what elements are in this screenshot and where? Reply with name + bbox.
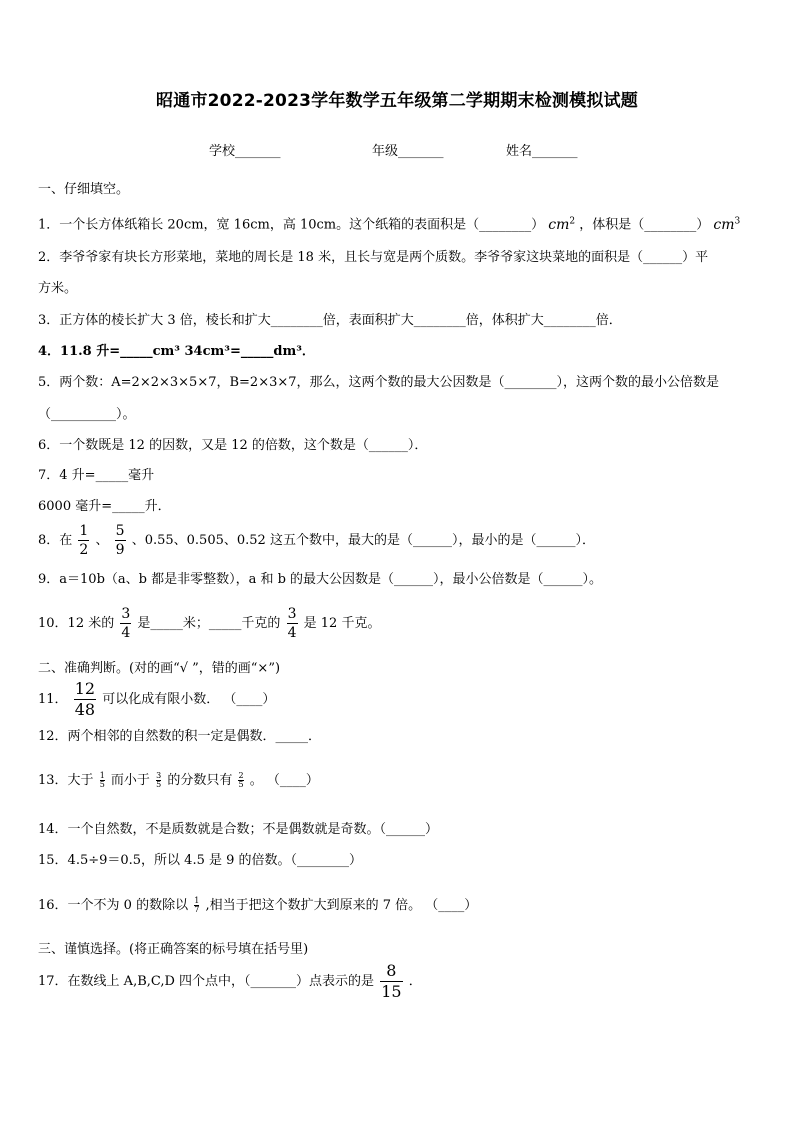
question-16-suffix: ,相当于把这个数扩大到原来的 7 倍。 （____） [205, 898, 478, 913]
fraction-1-7: $\frac{1}{7}$ [194, 896, 200, 914]
question-15: 15．4.5÷9＝0.5，所以 4.5 是 9 的倍数。（________） [38, 853, 363, 868]
question-5-line-2: （__________）。 [38, 407, 136, 422]
section-2-heading: 二、准确判断。(对的画“√ ”，错的画“×”) [38, 661, 281, 676]
question-17-prefix: 17．在数线上 A,B,C,D 四个点中，（_______）点表示的是 [38, 974, 375, 989]
fraction-8-15: $\frac{8}{15}$ [381, 961, 402, 1001]
question-16 [38, 897, 477, 915]
question-1 [38, 212, 740, 235]
question-5-line-1: 5．两个数：A=2×2×3×5×7，B=2×3×7，那么，这两个数的最大公因数是（________），这两个数的最小公倍数是 [38, 375, 720, 390]
question-10-prefix: 10．12 米的 [38, 616, 115, 631]
question-8-suffix: 、0.55、0.505、0.52 这五个数中，最大的是（______），最小的是（______）． [131, 533, 595, 548]
section-1-heading: 一、仔细填空。 [38, 182, 130, 197]
question-11-prefix: 11． [38, 692, 68, 707]
question-7-line-1: 7．4 升=_____毫升 [38, 468, 155, 483]
grade-field: 年级_______ [372, 144, 444, 159]
question-12: 12．两个相邻的自然数的积一定是偶数．_____． [38, 729, 322, 744]
fraction-5-9: $\frac{5}{9}$ [115, 523, 125, 558]
school-field: 学校_______ [209, 144, 281, 159]
page-title: 昭通市2022-2023学年数学五年级第二学期期末检测模拟试题 [156, 91, 638, 111]
question-13 [38, 772, 319, 790]
unit-cm3: $cm^3$ [713, 216, 741, 233]
question-13-middle: 而小于 [110, 773, 150, 788]
unit-cm2: $cm^2$ [548, 216, 576, 233]
fraction-12-48: $\frac{12}{48}$ [74, 679, 96, 719]
section-3-heading: 三、谨慎选择。(将正确答案的标号填在括号里) [38, 942, 309, 957]
question-10-suffix: 是 12 千克。 [303, 616, 381, 631]
question-8 [38, 524, 595, 557]
question-7-line-2: 6000 毫升=_____升． [38, 499, 171, 514]
fraction-1-5: $\frac{1}{5}$ [99, 771, 105, 789]
question-10 [38, 607, 380, 640]
question-3: 3．正方体的棱长扩大 3 倍，棱长和扩大________倍，表面积扩大________倍，体积扩大________倍． [38, 313, 622, 328]
question-10-middle: 是_____米；_____千克的 [137, 616, 281, 631]
question-13-middle-2: 的分数只有 [167, 773, 233, 788]
question-14: 14．一个自然数，不是质数就是合数；不是偶数就是奇数。（______） [38, 822, 439, 837]
question-11 [38, 681, 275, 718]
question-4: 4．11.8 升=_____cm³ 34cm³=_____dm³． [38, 344, 315, 359]
question-13-suffix: 。 （____） [249, 773, 319, 788]
question-8-prefix: 8．在 [38, 533, 73, 548]
fraction-3-4-b: $\frac{3}{4}$ [287, 606, 297, 641]
fraction-3-4-a: $\frac{3}{4}$ [121, 606, 131, 641]
question-1-text-b: ，体积是（________） [579, 217, 710, 233]
question-6: 6．一个数既是 12 的因数，又是 12 的倍数，这个数是（______）． [38, 438, 428, 453]
question-11-suffix: 可以化成有限小数． （____） [102, 692, 276, 707]
fraction-1-2: $\frac{1}{2}$ [79, 523, 89, 558]
question-16-prefix: 16．一个不为 0 的数除以 [38, 898, 189, 913]
fraction-2-5: $\frac{2}{5}$ [238, 771, 244, 789]
question-17-suffix: ． [408, 974, 422, 989]
question-9: 9．a＝10b（a、b 都是非零整数），a 和 b 的最大公因数是（______），最小公倍数是（______）。 [38, 572, 603, 587]
question-1-text-a: 1．一个长方体纸箱长 20cm，宽 16cm，高 10cm。这个纸箱的表面积是（________） [38, 217, 545, 233]
question-13-prefix: 13．大于 [38, 773, 94, 788]
question-17 [38, 963, 422, 1000]
name-field: 姓名_______ [506, 144, 578, 159]
fraction-3-5: $\frac{3}{5}$ [156, 771, 162, 789]
question-2-line-1: 2．李爷爷家有块长方形菜地，菜地的周长是 18 米，且长与宽是两个质数。李爷爷家这块菜地的面积是（______）平 [38, 250, 709, 265]
question-2-line-2: 方米。 [38, 281, 78, 296]
question-8-separator: 、 [95, 533, 109, 548]
